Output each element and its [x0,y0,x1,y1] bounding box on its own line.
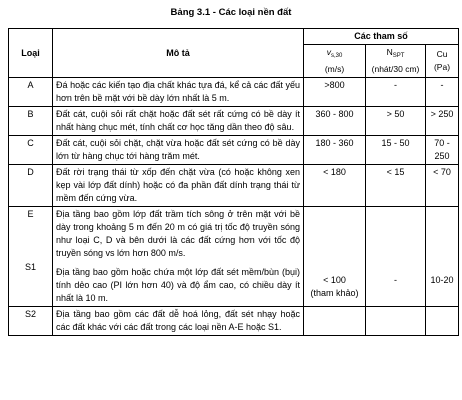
cell-nspt-s1 [366,207,426,307]
cu-s1: 10-20 [430,275,454,285]
header-loai: Loại [9,29,53,78]
cell-nspt: - [366,78,426,107]
cell-loai: B [9,107,53,136]
table-row [9,78,459,107]
cell-cu: 70 - 250 [426,136,459,165]
cell-cu: - [426,78,459,107]
cell-nspt [366,307,426,336]
soil-types-table [8,28,459,336]
cell-nspt: < 15 [366,165,426,207]
mo-ta-e: Địa tầng bao gồm lớp đất trầm tích sông ở trên mặt với bề dày trong khoảng 5 m đến 20 m có giá trị tốc độ truyền sóng như loại C, D và bên dưới là các đất cứng hơn với tốc độ truyền sóng vs lớn hơn 800 m/s. [56,209,300,258]
vs-s1-note: (tham khảo) [310,288,359,298]
cell-vs: 180 - 360 [304,136,366,165]
nspt-unit: (nhát/30 cm) [371,64,420,74]
mo-ta-s1: Địa tầng bao gồm hoặc chứa một lớp đất sét mềm/bùn (bụi) tính dẻo cao (PI lớn hơn 40) và độ ẩm cao, có chiều dày ít nhất là 10 m. [56,267,300,303]
loai-s1: S1 [24,262,36,272]
vs-symbol: v [326,47,331,57]
nspt-symbol: N [386,47,393,57]
cell-mo-ta: Đất cát, cuội sỏi rất chặt hoặc đất sét rất cứng có bề dày ít nhất hàng chục mét, tính chất cơ học tăng dần theo độ sâu. [53,107,304,136]
cell-loai: D [9,165,53,207]
header-vs30 [304,45,366,78]
cell-loai-e-s1 [9,207,53,307]
cell-nspt: 15 - 50 [366,136,426,165]
nspt-subscript: SPT [392,53,405,59]
table-row [9,307,459,336]
table-row [9,207,459,307]
header-nspt [366,45,426,78]
vs-subscript: s,30 [330,53,343,59]
cell-nspt: > 50 [366,107,426,136]
table-row [9,165,459,207]
cell-vs [304,307,366,336]
table-row [9,136,459,165]
cell-cu: > 250 [426,107,459,136]
cell-cu-s1 [426,207,459,307]
loai-e: E [27,209,34,219]
cell-mo-ta-e-s1 [53,207,304,307]
cell-vs-s1 [304,207,366,307]
vs-s1: < 100 [323,275,346,285]
cell-loai: C [9,136,53,165]
cell-mo-ta: Đá hoặc các kiến tạo địa chất khác tựa đá, kể cả các đất yếu hơn trên bề mặt với bề dày lớn nhất là 5 m. [53,78,304,107]
nspt-s1: - [394,275,397,285]
cu-symbol: Cu [436,49,448,59]
cell-mo-ta: Đất rời trạng thái từ xốp đến chặt vừa (có hoặc không xen kẹp vài lớp đất dính) hoặc có đa phần đất dính trạng thái từ mềm đến cứng vừa. [53,165,304,207]
cell-mo-ta: Đất cát, cuội sỏi chặt, chặt vừa hoặc đất sét cứng có bề dày lớn từ hàng chục tới hàng trăm mét. [53,136,304,165]
cell-loai: S2 [9,307,53,336]
cell-mo-ta: Địa tầng bao gồm các đất dễ hoá lỏng, đất sét nhạy hoặc các đất khác với các đất trong các loại nền A-E hoặc S1. [53,307,304,336]
table-row [9,107,459,136]
cu-unit: (Pa) [433,62,451,72]
cell-vs: >800 [304,78,366,107]
cell-cu: < 70 [426,165,459,207]
header-cac-tham-so: Các tham số [304,29,459,45]
cell-vs: 360 - 800 [304,107,366,136]
cell-cu [426,307,459,336]
vs-unit: (m/s) [324,64,345,74]
table-caption: Bảng 3.1 - Các loại nền đất [170,7,292,18]
header-mo-ta: Mô tả [53,29,304,78]
cell-vs: < 180 [304,165,366,207]
cell-loai: A [9,78,53,107]
header-cu [426,45,459,78]
